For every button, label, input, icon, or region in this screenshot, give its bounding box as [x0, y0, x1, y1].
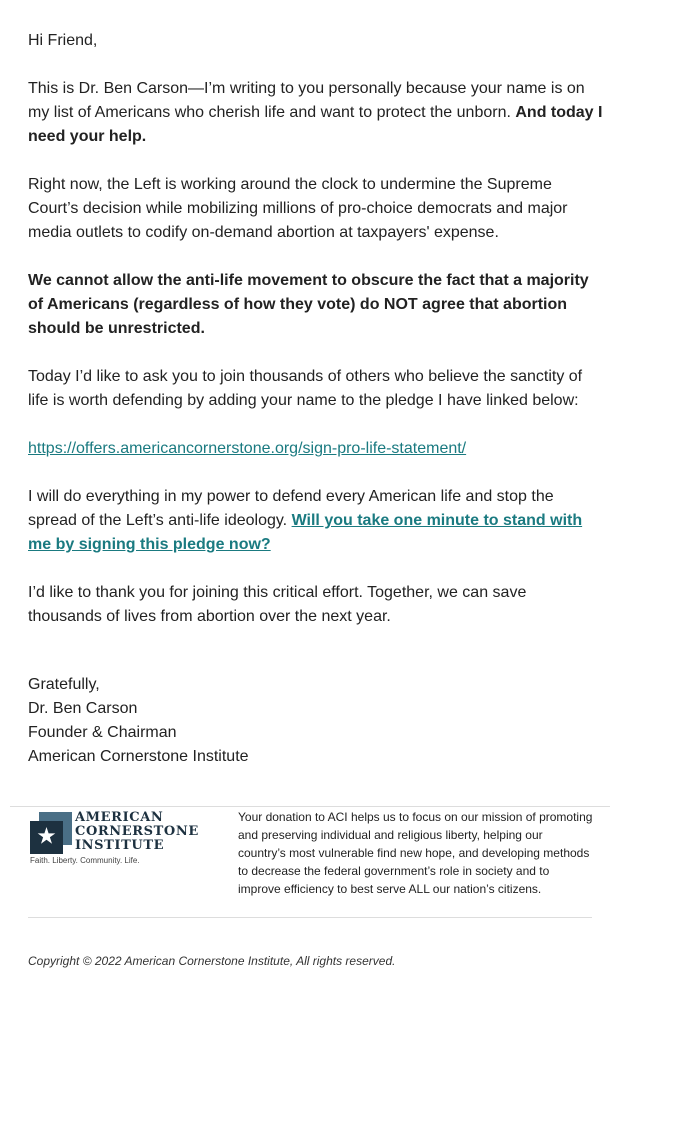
logo-wordmark: [75, 811, 199, 853]
context-paragraph: Right now, the Left is working around the clock to undermine the Supreme Court’s decision while mobilizing millions of pro-choice democrats and major media outlets to codify on-demand abortion at taxpayers' expense.: [28, 176, 568, 241]
signer-org: American Cornerstone Institute: [28, 748, 249, 765]
intro-text: This is Dr. Ben Carson—I’m writing to you personally because your name is on my list of Americans who cherish life and want to protect the unborn.: [28, 80, 585, 121]
signer-title: Founder & Chairman: [28, 724, 177, 741]
thanks-paragraph: I’d like to thank you for joining this critical effort. Together, we can save thousands of lives from abortion over the next year.: [28, 584, 527, 625]
logo-line-american: AMERICAN: [75, 810, 164, 825]
logo-line-institute: INSTITUTE: [75, 838, 165, 853]
cornerstone-star-icon: [30, 812, 72, 854]
bold-statement-paragraph: [28, 269, 603, 341]
commitment-paragraph: [28, 485, 603, 557]
footer-description: Your donation to ACI helps us to focus on our mission of promoting and preserving individual and religious liberty, helping our country’s most vulnerable find new hope, and developing methods to decrease the federal government’s role in society and to improve efficiency to best serve ALL our nation’s citizens.: [238, 810, 593, 896]
footer-divider-bottom: [28, 917, 592, 918]
sign-pledge-link[interactable]: Will you take one minute to stand with me by signing this pledge now?: [28, 512, 583, 553]
intro-bold-text: And today I need your help.: [28, 104, 603, 145]
closing: Gratefully,: [28, 676, 100, 693]
logo-line-cornerstone: CORNERSTONE: [75, 824, 199, 839]
signer-name: Dr. Ben Carson: [28, 700, 138, 717]
aci-logo[interactable]: [28, 810, 208, 870]
pledge-url-link[interactable]: https://offers.americancornerstone.org/sign-pro-life-statement/: [28, 440, 467, 457]
ask-paragraph: Today I’d like to ask you to join thousands of others who believe the sanctity of life is worth defending by adding your name to the pledge I have linked below:: [28, 368, 583, 409]
intro-paragraph: [28, 77, 603, 149]
commitment-text: I will do everything in my power to defend every American life and stop the spread of the Left’s anti-life ideology.: [28, 488, 554, 529]
signoff: [28, 673, 603, 769]
footer-divider-top: [10, 806, 610, 807]
greeting: Hi Friend,: [28, 32, 98, 49]
logo-tagline: Faith. Liberty. Community. Life.: [30, 856, 140, 865]
copyright-notice: Copyright © 2022 American Cornerstone Institute, All rights reserved.: [28, 954, 396, 968]
pledge-link-paragraph: [28, 437, 603, 461]
bold-statement-text: We cannot allow the anti-life movement to obscure the fact that a majority of Americans (regardless of how they vote) do NOT agree that abortion should be unrestricted.: [28, 272, 589, 337]
